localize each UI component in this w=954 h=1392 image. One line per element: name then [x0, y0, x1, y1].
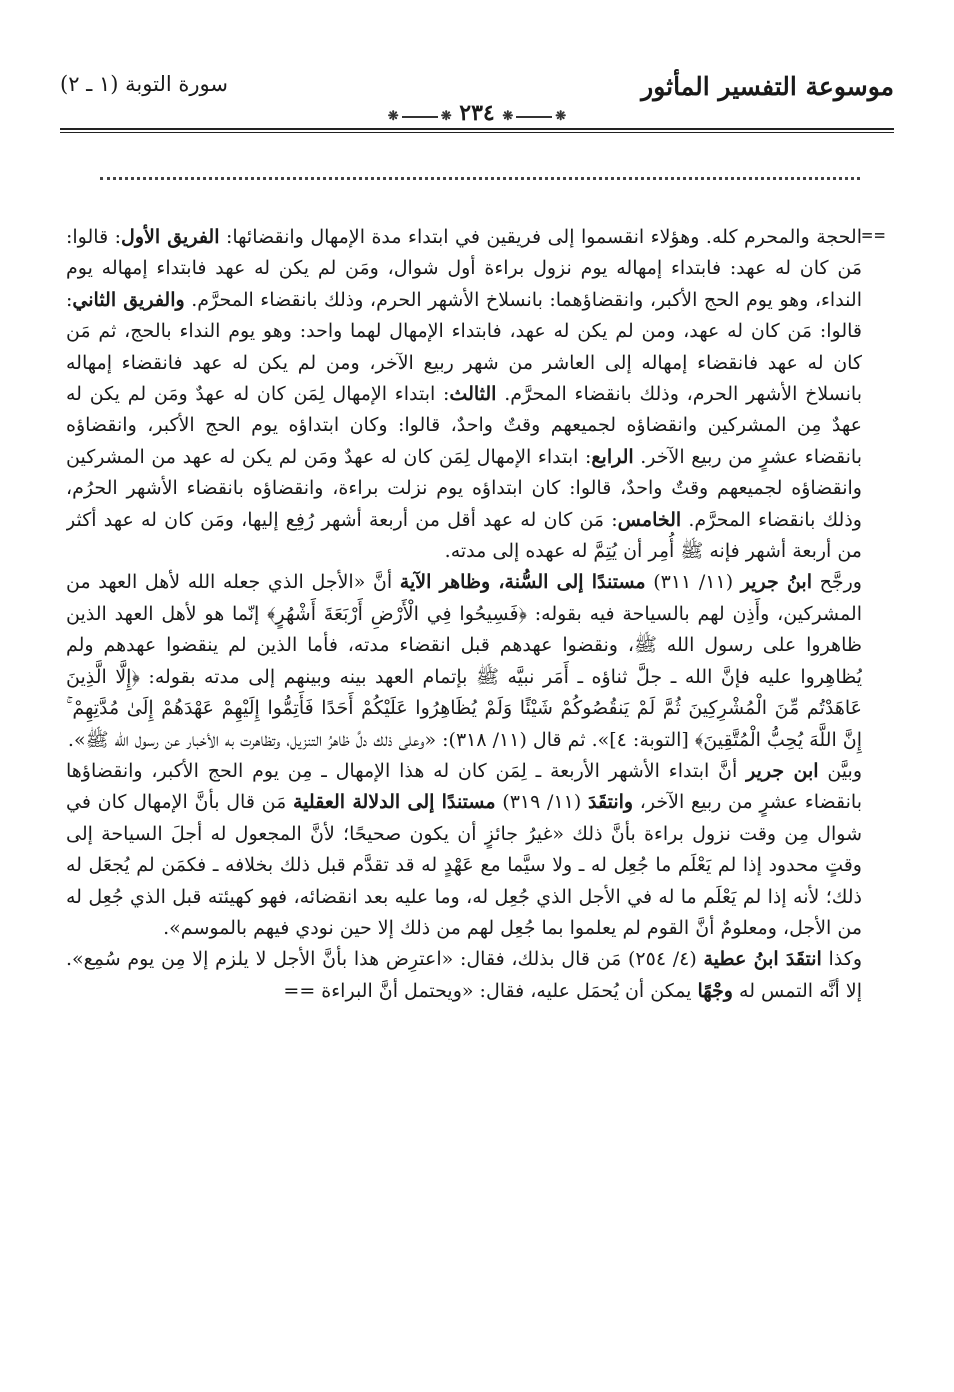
- paragraph-2: [66, 567, 862, 755]
- ornament-right-icon: ❋❋: [387, 109, 452, 124]
- page-number-block: [60, 100, 894, 126]
- text-span: : قالوا: مَن كان له عهد: فابتداء إمهاله يوم نزول براءة أول شوال، ومَن لم يكن له عهد فابتداء إمهاله يوم النداء، وهو يوم الحج الأكبر، وانقضاؤهما: بانسلاخ الأشهر الحرم، وذلك بانقضاء المحرَّم.: [66, 226, 862, 311]
- text-span: ورجَّح: [812, 571, 862, 594]
- text-span: : مَن كان له عهد أقل من أربعة أشهر رُفِع إليها، ومَن كان له عهد أكثر من أربعة أشهر فإنه ﷺ أُمِر أن يُتِمَّ له عهده إلى مدته.: [66, 508, 862, 563]
- bold-term: الثالث: [449, 383, 497, 406]
- text-span: مَن قال بأنَّ الإمهال كان في شوال مِن وقت نزول براءة بأنَّ ذلك «غيرُ جائزٍ أن يكون صحيحًا؛ لأنَّ المجعول له أجلَ السياحة إلى وقتٍ محدود إذا لم يَعْلَم ما جُعِل له ـ ولا سيَّما مع عَهْدٍ له قد تقدَّم قبل ذلك بخلافه ـ فكمَن لم يُجعَل له ذلك؛ لأنه إذا لم يَعْلَم ما له في الأجل الذي جُعِل له، وما عليه بعد انقضائه، فهو كهيئته قبل الذي جُعِل له من الأجل، ومعلومٌ أنَّ القوم لم يعلموا بما جُعِل لهم من ذلك إلا حين نودي فيهم بالموسم».: [66, 791, 862, 939]
- paragraph-3: [66, 756, 862, 944]
- bold-term: الفريق الأول: [121, 226, 220, 248]
- text-span: : ابتداء الإمهال لِمَن كان له عهدٌ ومَن لم يكن له عهدٌ مِن المشركين وانقضاؤه لجميعهم وقتٌ واحدٌ، قالوا: وكان ابتداؤه يوم الحج الأكبر، وانقضاؤه بانقضاء عشرٍ من ربيع الآخر.: [66, 383, 862, 468]
- text-span: يمكن أن يُحمَل عليه، فقال: «ويحتمل أنَّ البراءة: [321, 979, 698, 1002]
- page-number: ٢٣٤: [459, 100, 495, 126]
- header-rule-thin: [60, 132, 894, 133]
- text-span: الحجة والمحرم كله. وهؤلاء انقسموا إلى فريقين في ابتداء مدة الإمهال وانقضائها:: [219, 226, 862, 248]
- bold-term: وانتقَدَ: [588, 791, 634, 814]
- ornament-left-icon: ❋❋: [502, 109, 567, 124]
- book-title: موسوعة التفسير المأثور: [641, 72, 894, 101]
- continuation-mark: ==: [860, 226, 886, 244]
- bold-term: وجْهًا: [697, 979, 733, 1002]
- text-span: أنَّ ابتداء الأشهر الأربعة ـ لِمَن كان له هذا الإمهال ـ مِن يوم الحج الأكبر، وانقضاؤها بانقضاء عشرٍ من ربيع الآخر،: [66, 759, 862, 814]
- text-span: وكذا: [821, 948, 862, 971]
- text-span: أنَّ «الأجل الذي جعله الله لأهل العهد من المشركين، وأَذِن لهم بالسياحة فيه بقوله: ﴿فَسِيحُوا فِي الْأَرْضِ أَرْبَعَةَ أَشْهُرٍ﴾ إنّما هو لأهل العهد الذين ظاهروا على رسول الله ﷺ، ونقضوا عهدهم قبل انقضاء مدته، فأما الذين لم ينقضوا عهدهم ولم يُظاهِروا عليه فإنَّ الله ـ جلَّ ثناؤه ـ أَمَر نبيَّه ﷺ بإتمام العهد بينه وبينهم إلى مدته بقوله: ﴿إِلَّا الَّذِينَ عَاهَدْتُم مِّنَ الْمُشْرِكِينَ ثُمَّ لَمْ يَنقُصُوكُمْ شَيْئًا وَلَمْ يُظَاهِرُوا عَلَيْكُمْ أَحَدًا فَأَتِمُّوا إِلَيْهِمْ عَهْدَهُمْ إِلَىٰ مُدَّتِهِمْ ۚ إِنَّ اللَّهَ يُحِبُّ الْمُتَّقِينَ﴾ [التوبة: ٤]». ثم قال (١١/ ٣١٨): «وعلى ذلك دلَّ ظاهرُ التنزيل، وتظاهرت به الأخبار عن رسول الله ﷺ».: [66, 571, 862, 751]
- page-header: [60, 62, 894, 132]
- dotted-separator: [100, 177, 860, 180]
- text-span: (١١/ ٣١١): [645, 571, 741, 594]
- bold-term: مستندًا إلى الدلالة العقلية: [293, 791, 496, 814]
- text-span: (١١/ ٣١٩): [495, 791, 588, 814]
- bold-term: والفريق الثاني: [72, 288, 185, 311]
- text-span: : قالوا: مَن كان له عهد، ومن لم يكن له عهد، فابتداء الإمهال لهما واحد: وهو يوم النداء بالحج، ثم مَن كان له عهد فانقضاء إمهاله إلى العاشر من شهر ربيع الآخر، ومن لم يكن له عهد فانقضاء إمهاله بانسلاخ الأشهر الحرم، وذلك بانقضاء المحرَّم.: [66, 288, 862, 406]
- paragraph-4: [66, 944, 862, 1007]
- bold-term: انتقَدَ ابنُ عطية: [703, 948, 822, 971]
- text-span: (٤/ ٢٥٤) مَن قال بذلك، فقال: «اعترِض هذا بأنَّ الأجل لا يلزم إلا مِن يوم سُمِع». إلا أنَّه التمس له: [66, 948, 862, 1002]
- text-span: : ابتداء الإمهال لِمَن كان له عهدٌ ومَن لم يكن له عهد من المشركين وانقضاؤه لجميعهم وقتٌ واحدٌ، قالوا: كان ابتداؤه يوم نزلت براءة، وانقضاؤه بانقضاء الأشهر الحرُم، وذلك بانقضاء المحرَّم.: [66, 445, 862, 531]
- bold-term: الرابع: [591, 445, 634, 468]
- header-rule: [60, 128, 894, 130]
- bold-term: ابنُ جرير: [740, 571, 812, 594]
- bold-term: مستندًا إلى السُّنة، وظاهر الآية: [399, 571, 646, 594]
- bold-term: الخامس: [617, 508, 682, 531]
- end-continuation-mark: ==: [283, 979, 316, 1002]
- footnote-body: [66, 222, 862, 1372]
- bold-term: ابن جرير: [746, 759, 819, 782]
- paragraph-1: [66, 222, 862, 567]
- surah-reference: سورة التوبة (١ ـ ٢): [60, 72, 228, 96]
- text-span: وبيَّن: [818, 759, 862, 782]
